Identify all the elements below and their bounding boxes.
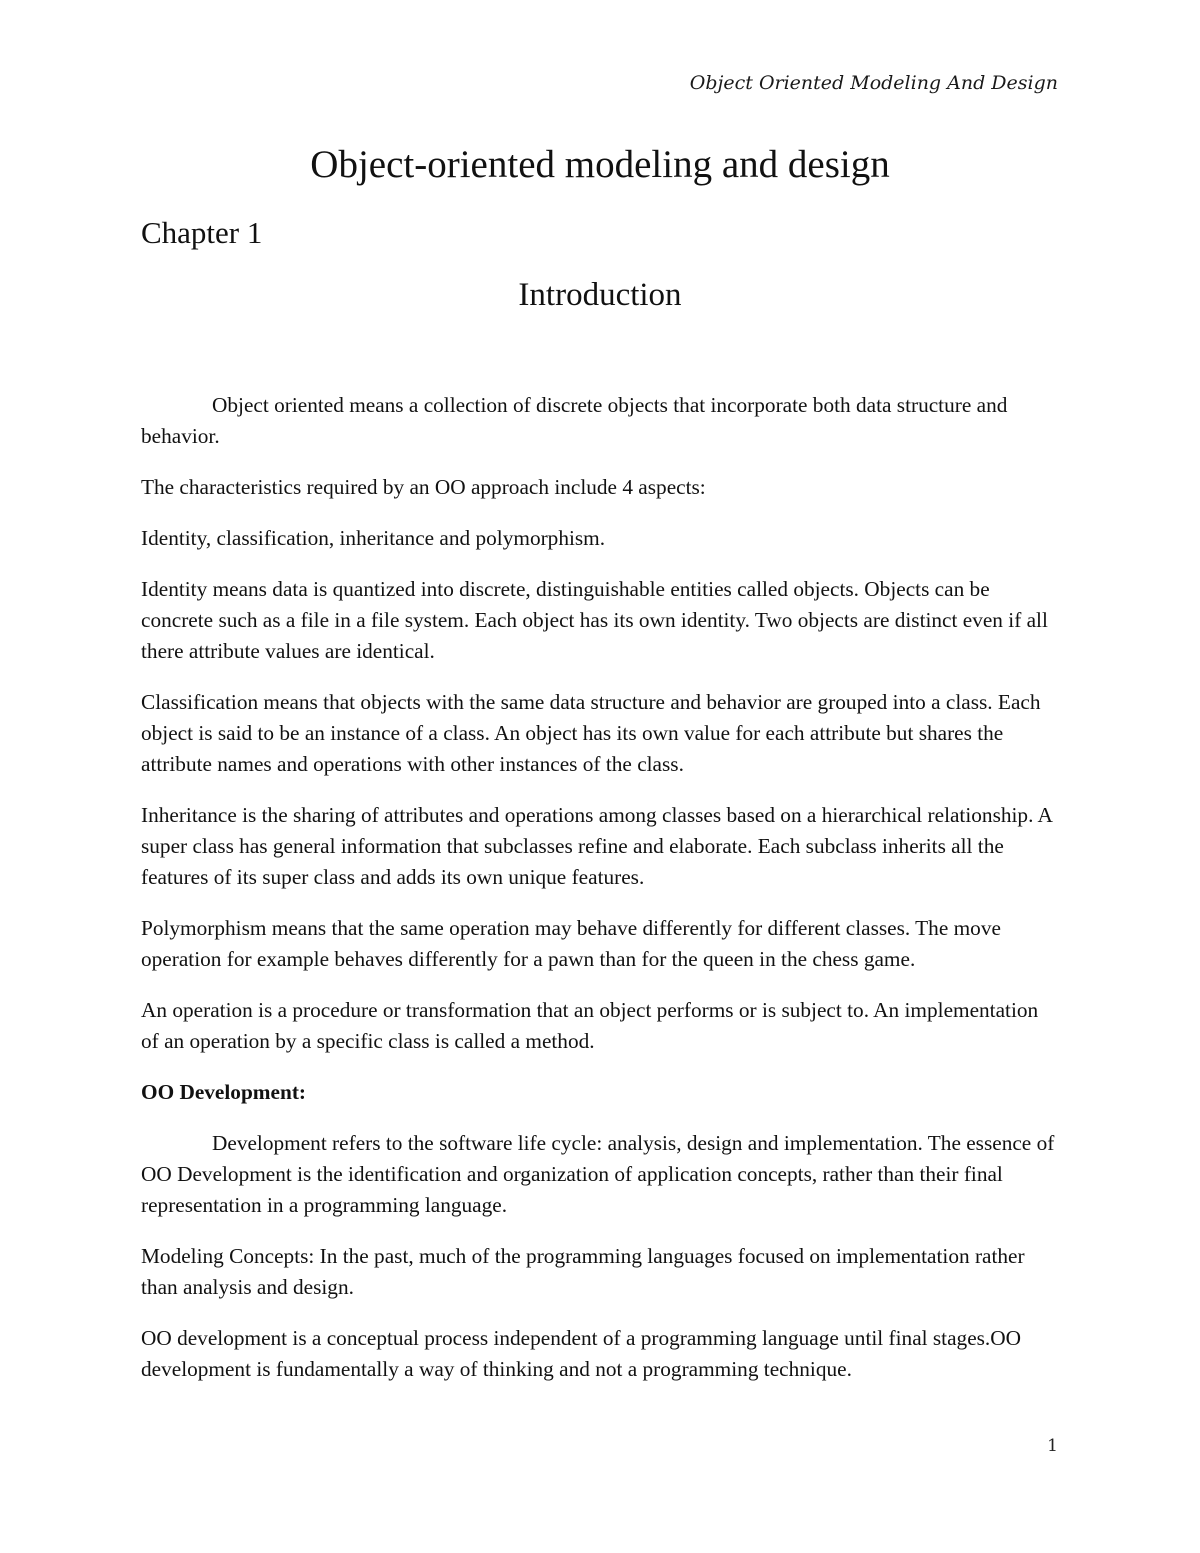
heading-oo-development: OO Development: bbox=[141, 1080, 307, 1104]
paragraph-classification: Classification means that objects with the same data structure and behavior are grouped into a class. Each object is said to be an instance of a class. An object has its own value for each attribute but shares the attribute names and operations with other instances of the class. bbox=[141, 690, 1041, 776]
paragraph-development: Development refers to the software life cycle: analysis, design and implementation. The essence of OO Development is the identification and organization of application concepts, rather than their final representation in a programming language. bbox=[141, 1131, 1055, 1217]
paragraph-oo-definition: Object oriented means a collection of discrete objects that incorporate both data structure and behavior. bbox=[141, 393, 1008, 448]
paragraph-characteristics: The characteristics required by an OO approach include 4 aspects: bbox=[141, 475, 706, 499]
paragraph-identity: Identity means data is quantized into discrete, distinguishable entities called objects. Objects can be concrete such as a file in a file system. Each object has its own identity. Two objects are distinct even if all there attribute values are identical. bbox=[141, 577, 1048, 663]
chapter-label: Chapter 1 bbox=[141, 215, 263, 250]
body-text bbox=[141, 390, 1061, 1405]
paragraph-operation: An operation is a procedure or transformation that an object performs or is subject to. An implementation of an operation by a specific class is called a method. bbox=[141, 998, 1039, 1053]
paragraph-polymorphism: Polymorphism means that the same operation may behave differently for different classes. The move operation for example behaves differently for a pawn than for the queen in the chess game. bbox=[141, 916, 1001, 971]
paragraph-aspects-list: Identity, classification, inheritance and polymorphism. bbox=[141, 526, 606, 550]
document-title: Object-oriented modeling and design bbox=[310, 143, 890, 186]
paragraph-modeling-concepts: Modeling Concepts: In the past, much of the programming languages focused on implementation rather than analysis and design. bbox=[141, 1244, 1025, 1299]
paragraph-inheritance: Inheritance is the sharing of attributes and operations among classes based on a hierarchical relationship. A super class has general information that subclasses refine and elaborate. Each subclass inherits all the features of its super class and adds its own unique features. bbox=[141, 803, 1052, 889]
section-title: Introduction bbox=[518, 277, 682, 313]
paragraph-oo-development-process: OO development is a conceptual process independent of a programming language until final stages.OO development is fundamentally a way of thinking and not a programming technique. bbox=[141, 1326, 1022, 1381]
page-number: 1 bbox=[1047, 1436, 1058, 1456]
running-header: Object Oriented Modeling And Design bbox=[689, 72, 1058, 94]
